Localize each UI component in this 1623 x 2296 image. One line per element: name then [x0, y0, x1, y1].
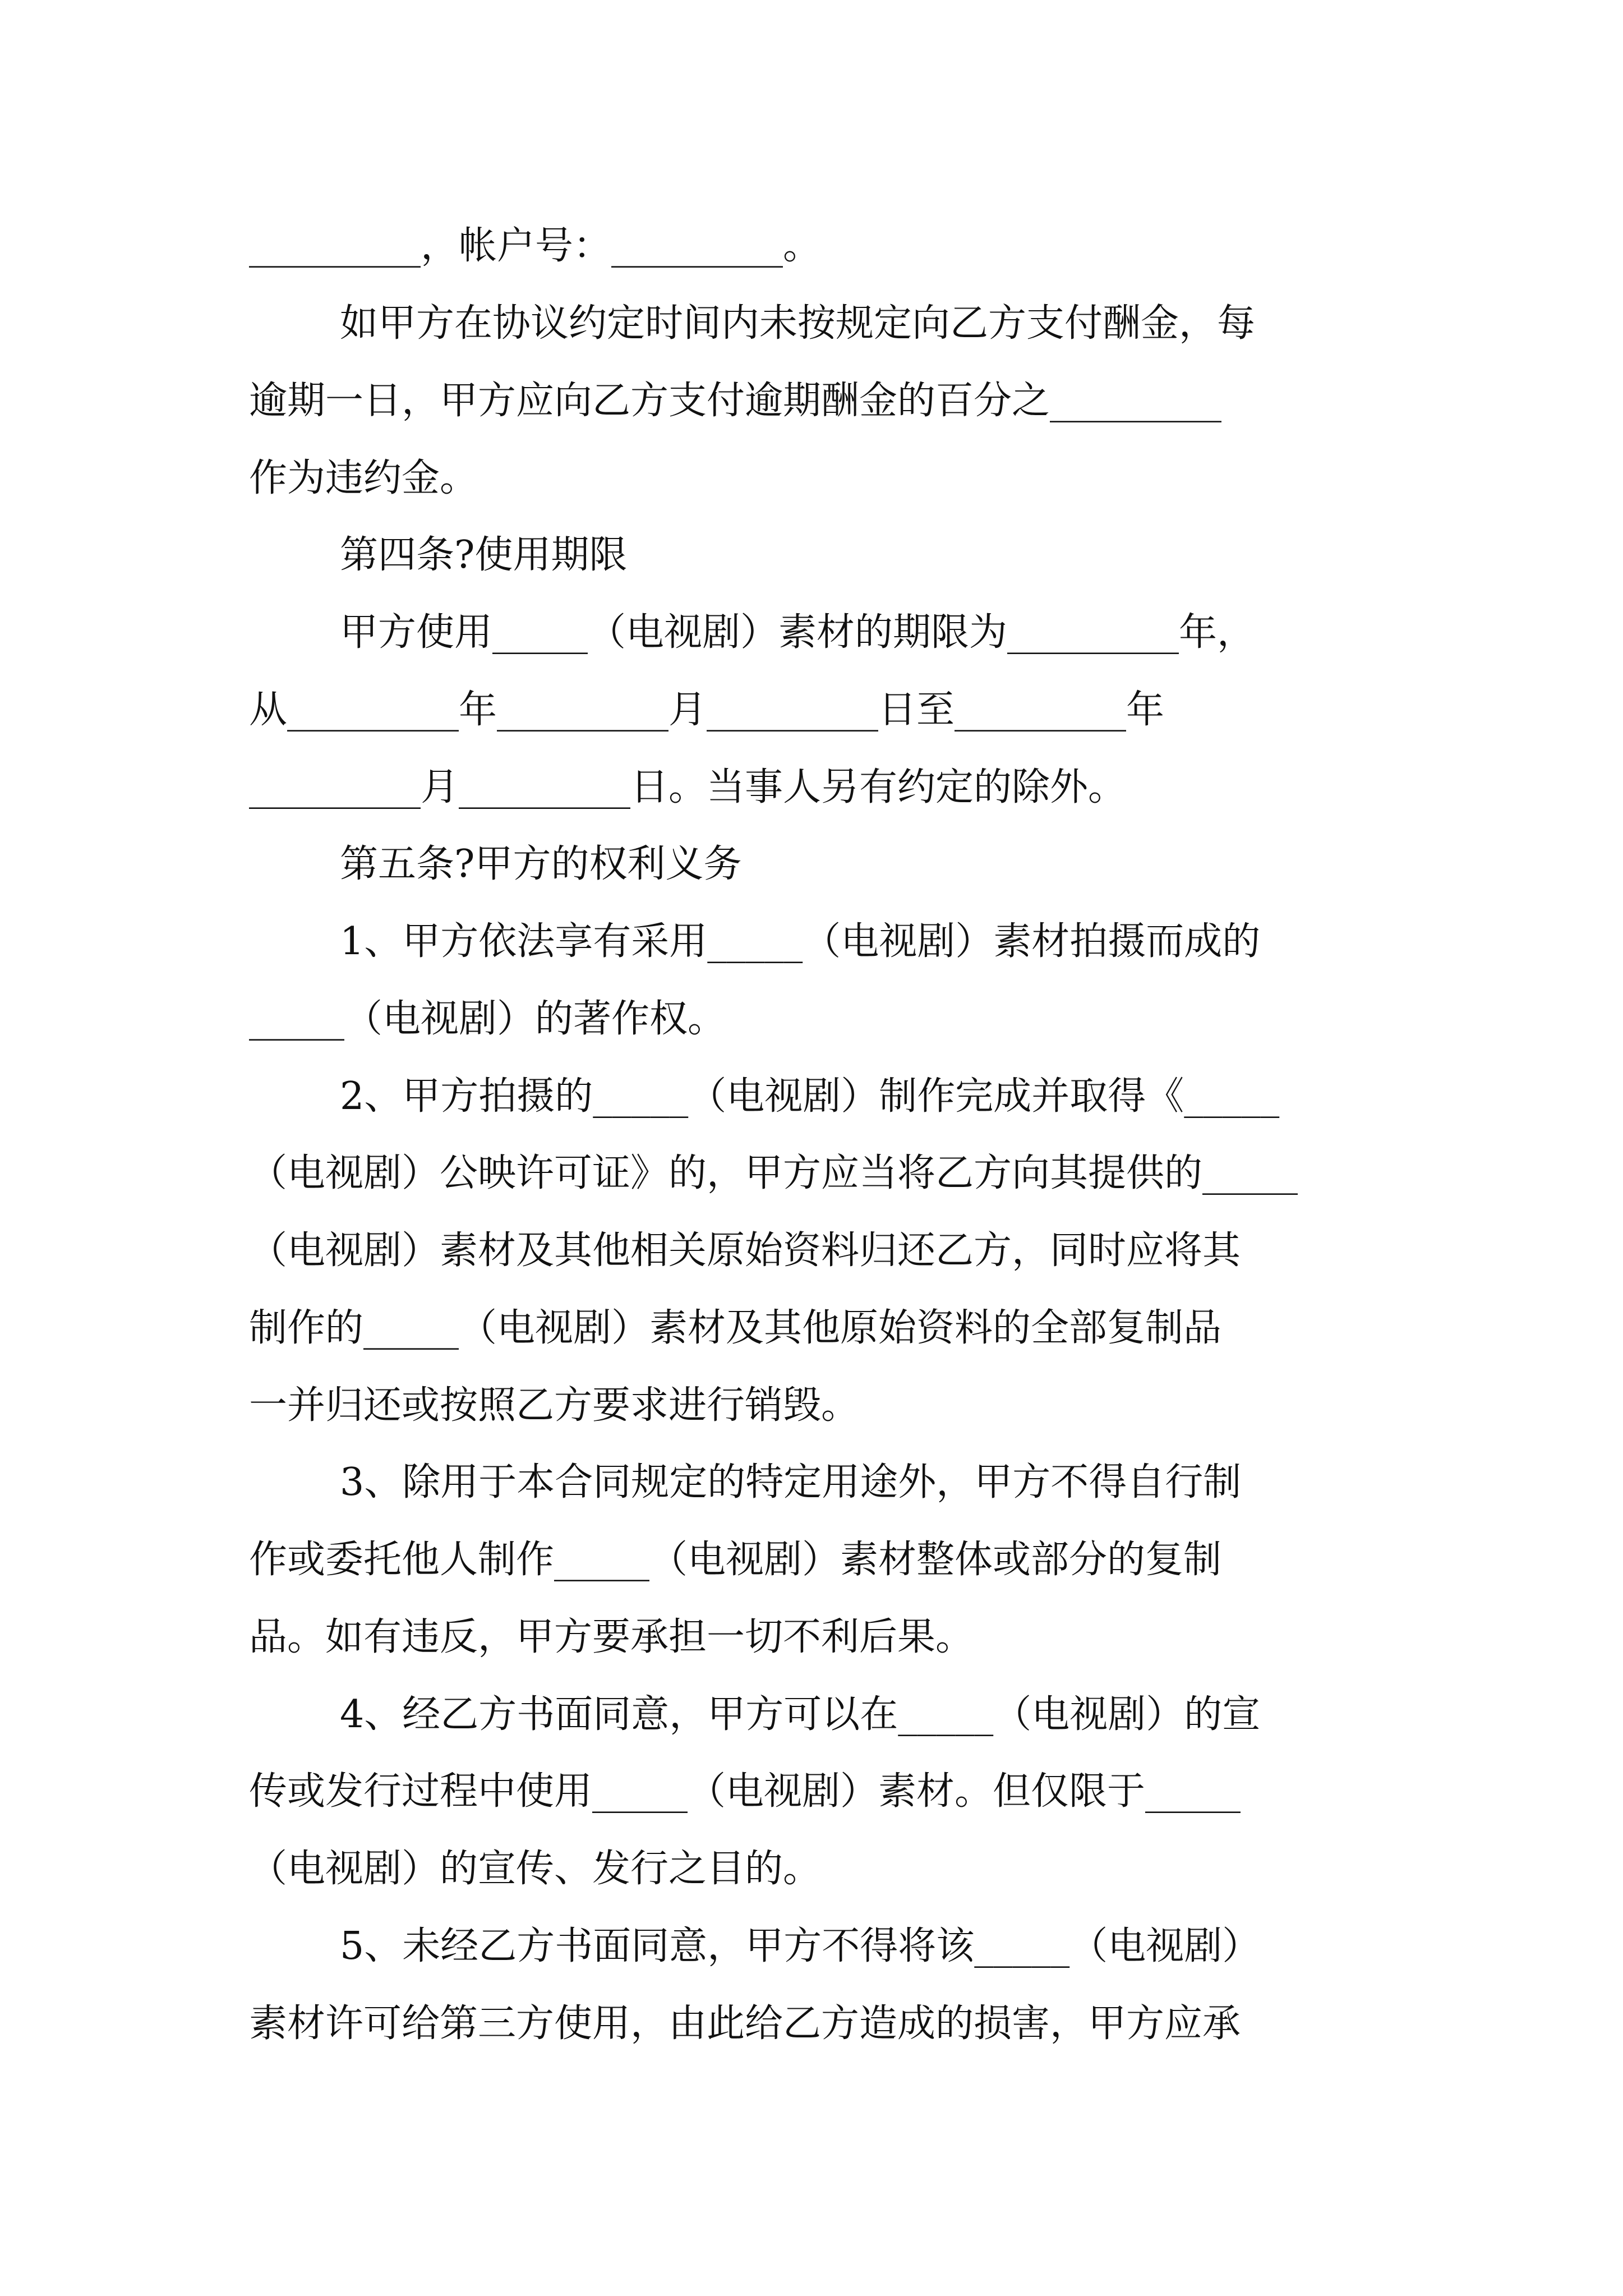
text-line: 甲方使用_____（电视剧）素材的期限为_________年， [340, 610, 1256, 655]
text-line: 3、除用于本合同规定的特定用途外，甲方不得自行制 [340, 1460, 1242, 1504]
text-line: _________月_________日。当事人另有约定的除外。 [249, 765, 1127, 809]
text-line: 逾期一日，甲方应向乙方支付逾期酬金的百分之_________ [249, 379, 1222, 423]
text-line: 作或委托他人制作_____（电视剧）素材整体或部分的复制 [249, 1538, 1222, 1582]
text-line: 2、甲方拍摄的_____（电视剧）制作完成并取得《_____ [340, 1074, 1280, 1119]
text-line: （电视剧）素材及其他相关原始资料归还乙方，同时应将其 [249, 1228, 1241, 1273]
text-line: （电视剧）公映许可证》的，甲方应当将乙方向其提供的_____ [249, 1151, 1298, 1195]
text-line: 品。如有违反，甲方要承担一切不利后果。 [249, 1615, 974, 1659]
text-line: 素材许可给第三方使用，由此给乙方造成的损害，甲方应承 [249, 2001, 1241, 2046]
text-line: _____（电视剧）的著作权。 [249, 997, 726, 1041]
text-line: 5、未经乙方书面同意，甲方不得将该_____（电视剧） [340, 1924, 1261, 1968]
text-line: 如甲方在协议约定时间内未按规定向乙方支付酬金，每 [340, 301, 1256, 346]
text-line: 制作的_____（电视剧）素材及其他原始资料的全部复制品 [249, 1306, 1222, 1350]
text-line: 从_________年_________月_________日至_________年 [249, 688, 1165, 732]
text-line: 作为违约金。 [249, 456, 478, 500]
section-heading: 第五条?甲方的权利义务 [340, 842, 742, 886]
text-line: 4、经乙方书面同意，甲方可以在_____（电视剧）的宣 [340, 1692, 1261, 1737]
text-line: 一并归还或按照乙方要求进行销毁。 [249, 1383, 860, 1428]
text-line: 传或发行过程中使用_____（电视剧）素材。但仅限于_____ [249, 1769, 1241, 1814]
text-line: （电视剧）的宣传、发行之目的。 [249, 1847, 822, 1891]
section-heading: 第四条?使用期限 [340, 533, 628, 577]
text-line: 1、甲方依法享有采用_____（电视剧）素材拍摄而成的 [340, 919, 1261, 964]
text-line: _________，帐户号：_________。 [249, 224, 822, 268]
